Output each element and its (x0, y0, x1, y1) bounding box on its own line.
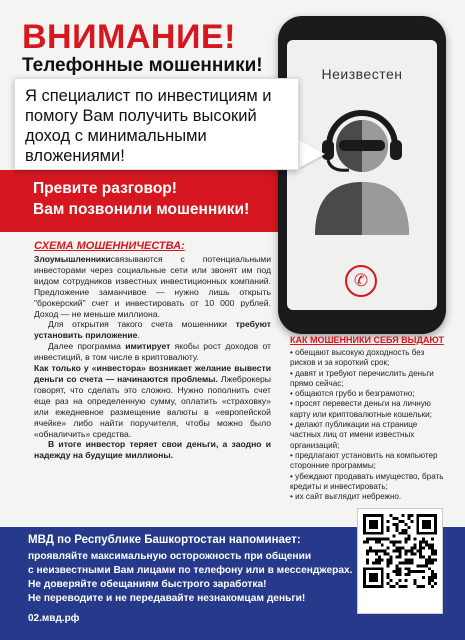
footer-line: Не доверяйте обещаниям быстрого заработка! (28, 579, 267, 590)
phone-hangup-icon[interactable]: ✆ (345, 265, 377, 297)
page-subtitle: Телефонные мошенники! (22, 55, 263, 76)
scheme-p1-rest: связываются с потенциальными инвесторами через социальные сети или звонят им под видом сотрудников известных инвестиционных компаний. Предложение заманчивое — нужно лишь открыть "брокерский" счет и инвестировать от 10 000 рублей. Доход — не меньше миллиона. (34, 254, 271, 319)
scheme-paragraph (34, 439, 271, 461)
bubble-tail (299, 140, 325, 168)
signs-heading: КАК МОШЕННИКИ СЕБЯ ВЫДАЮТ (290, 335, 444, 345)
scheme-p4-bold: Как только у «инвестора» возникает желание вывести деньги со счета — начинаются проблемы. (34, 363, 271, 384)
page-title: ВНИМАНИЕ! (22, 18, 236, 56)
footer-line: с неизвестными Вам лицами по телефону или в мессенджерах. (28, 565, 353, 576)
scheme-text (34, 254, 271, 461)
alert-line-1: Превите разговор! (33, 180, 177, 197)
list-item: • убеждают продавать имущество, брать кредиты и инвестировать; (290, 471, 444, 491)
footer-warnings (28, 550, 353, 606)
website-link[interactable]: 02.мвд.рф (28, 613, 80, 624)
scheme-heading: СХЕМА МОШЕННИЧЕСТВА: (34, 240, 185, 252)
signs-list (290, 348, 450, 502)
caller-name: Неизвестен (321, 66, 403, 82)
footer-line: проявляйте максимальную осторожность при общении (28, 551, 312, 562)
scheme-p3-start: Далее программа (48, 341, 126, 352)
list-item: • их сайт выглядит небрежно. (290, 492, 402, 502)
list-item: • обещают высокую доходность без рисков и за короткий срок; (290, 348, 425, 368)
alert-line-2: Вам позвонили мошенники! (33, 201, 250, 218)
scheme-p1-bold: Злоумышленники (34, 254, 111, 264)
footer-line: Не переводите и не передавайте незнакомцам деньги! (28, 593, 306, 604)
footer-title: МВД по Республике Башкортостан напоминает: (28, 534, 301, 546)
list-item: • предлагают установить на компьютер сторонние программы; (290, 450, 438, 471)
list-item: • делают публикации на странице частных лиц от имени известных организаций; (290, 420, 418, 450)
scheme-p3-bold: имитирует (125, 341, 171, 352)
list-item: • просят перевести деньги на личную карту или криптовалютные кошельки; (290, 399, 432, 419)
scheme-p5-bold: В итоге инвестор теряет свои деньги, а заодно и надежду на будущие миллионы. (34, 439, 271, 461)
scheme-p2-end: . (137, 330, 140, 341)
list-item: • общаются грубо и безграмотно; (290, 389, 415, 399)
scheme-paragraph (34, 319, 271, 341)
scheme-paragraph (34, 254, 271, 319)
scheme-p4-rest: Лжеброкеры говорят, что сделать это сложно. Нужно пополнить счет еще раз на определенную сумму, оплатить «страховку» или ежедневное размещение валюты в «европейской ячейке» либо найти поручителя, чтобы можно было «обналичить» средства. (34, 373, 271, 439)
scheme-p3-end: якобы рост доходов от инвестиций, в том числе в криптовалюту. (34, 341, 271, 363)
scheme-p2-start: Для открытия такого счета мошенники (48, 319, 236, 330)
scheme-paragraph (34, 363, 271, 439)
scheme-paragraph (34, 341, 271, 363)
scheme-p2-bold: требуют установить приложение (34, 319, 271, 341)
speech-bubble: Я специалист по инвестициям и помогу Вам получить высокий доход с минимальными вложениями! (14, 78, 299, 170)
qr-code-icon[interactable] (363, 514, 437, 588)
list-item: • давят и требуют перечислить деньги прямо сейчас; (290, 368, 434, 388)
alert-text (33, 178, 249, 220)
